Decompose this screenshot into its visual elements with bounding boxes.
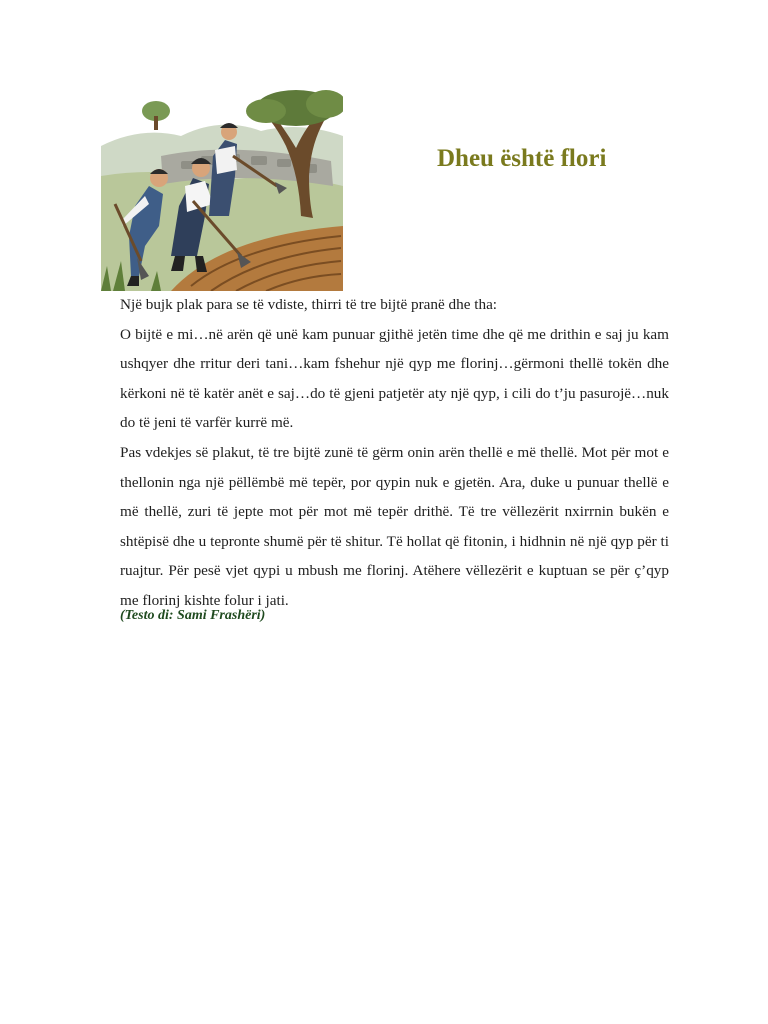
farmers-digging-illustration-icon [101, 86, 343, 291]
intro-paragraph: Një bujk plak para se të vdiste, thirri të tre bijtë pranë dhe tha: [120, 296, 498, 313]
story-paragraph: Pas vdekjes së plakut, të tre bijtë zunë të gërm onin arën thellë e më thellë. Mot për mot e thellonin nga një pëllëmbë më tepër, por qypin nuk e gjetën. Ara, duke u punuar thellë e më thellë, zuri të jepte mot për mot më tepër drithë. Të tre vëllezërit nxirrnin bukën e shtëpisë dhe u tepronte shumë për të shitur. Të hollat që fitonin, i hidhnin në një qyp për ti ruajtur. Për pesë vjet qypi u mbush me florinj. Atëhere vëllezërit e kuptuan se për ç’qyp me florinj kishte folur i jati. [120, 443, 669, 609]
document-title: Dheu është flori [437, 145, 607, 172]
author-credit: (Testo di: Sami Frashëri) [120, 608, 266, 623]
story-body [120, 290, 669, 616]
speech-paragraph: O bijtë e mi…në arën që unë kam punuar gjithë jetën time dhe që me drithin e saj ju kam ushqyer dhe rritur deri tani…kam fshehur një qyp me florinj…gërmoni thellë tokën dhe kërkoni në të katër anët e saj…do të gjeni patjetër aty një qyp, i cili do t’ju pasurojë…nuk do të jeni të varfër kurrë më. [120, 325, 669, 432]
